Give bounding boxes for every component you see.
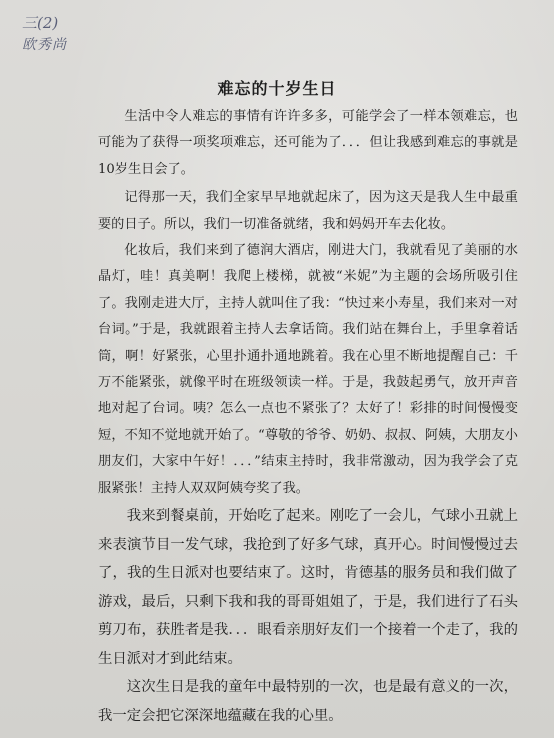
essay-title: 难忘的十岁生日 <box>217 79 337 98</box>
paragraph-intro: 生活中令人难忘的事情有许许多多，可能学会了一样本领难忘，也可能为了获得一项奖项难忘，还可能为了．．．但让我感到难忘的事就是10岁生日会了。 <box>98 109 518 177</box>
handwritten-class: 三(2) <box>22 14 59 32</box>
handwritten-name: 欧秀尚 <box>22 37 67 53</box>
handwritten-note <box>22 12 142 56</box>
paragraph-party: 我来到餐桌前，开始吃了起来。刚吃了一会儿，气球小丑就上来表演节目一发气球，我抢到了好多气球，真开心。时间慢慢过去了，我的生日派对也要结束了。这时，肯德基的服务员和我们做了游戏，最后，只剩下我和我的哥哥姐姐了，于是，我们进行了石头剪刀布，获胜者是我．．．眼看亲朋好友们一个接着一个走了，我的生日派对才到此结束。 <box>98 508 518 667</box>
paragraph-morning: 记得那一天，我们全家早早地就起床了，因为这天是我人生中最重要的日子。所以，我们一切准备就绪，我和妈妈开车去化妆。 <box>98 190 518 232</box>
paragraph-conclusion: 这次生日是我的童年中最特别的一次，也是最有意义的一次，我一定会把它深深地蕴藏在我的心里。 <box>98 679 518 724</box>
essay-body <box>98 104 518 730</box>
paragraph-hosting: 化妆后，我们来到了德润大酒店，刚进大门，我就看见了美丽的水晶灯，哇！真美啊！我爬上楼梯，就被“米妮”为主题的会场所吸引住了。我刚走进大厅，主持人就叫住了我：“快过来小寿星，我们来对一对台词。”于是，我就跟着主持人去拿话筒。我们站在舞台上，手里拿着话筒，啊！好紧张，心里扑通扑通地跳着。我在心里不断地提醒自己：千万不能紧张，就像平时在班级领读一样。于是，我鼓起勇气，放开声音地对起了台词。咦？怎么一点也不紧张了？太好了！彩排的时间慢慢变短，不知不觉地就开始了。“尊敬的爷爷、奶奶、叔叔、阿姨，大朋友小朋友们，大家中午好！．．．”结束主持时，我非常激动，因为我学会了克服紧张！主持人双双阿姨夸奖了我。 <box>98 243 518 496</box>
